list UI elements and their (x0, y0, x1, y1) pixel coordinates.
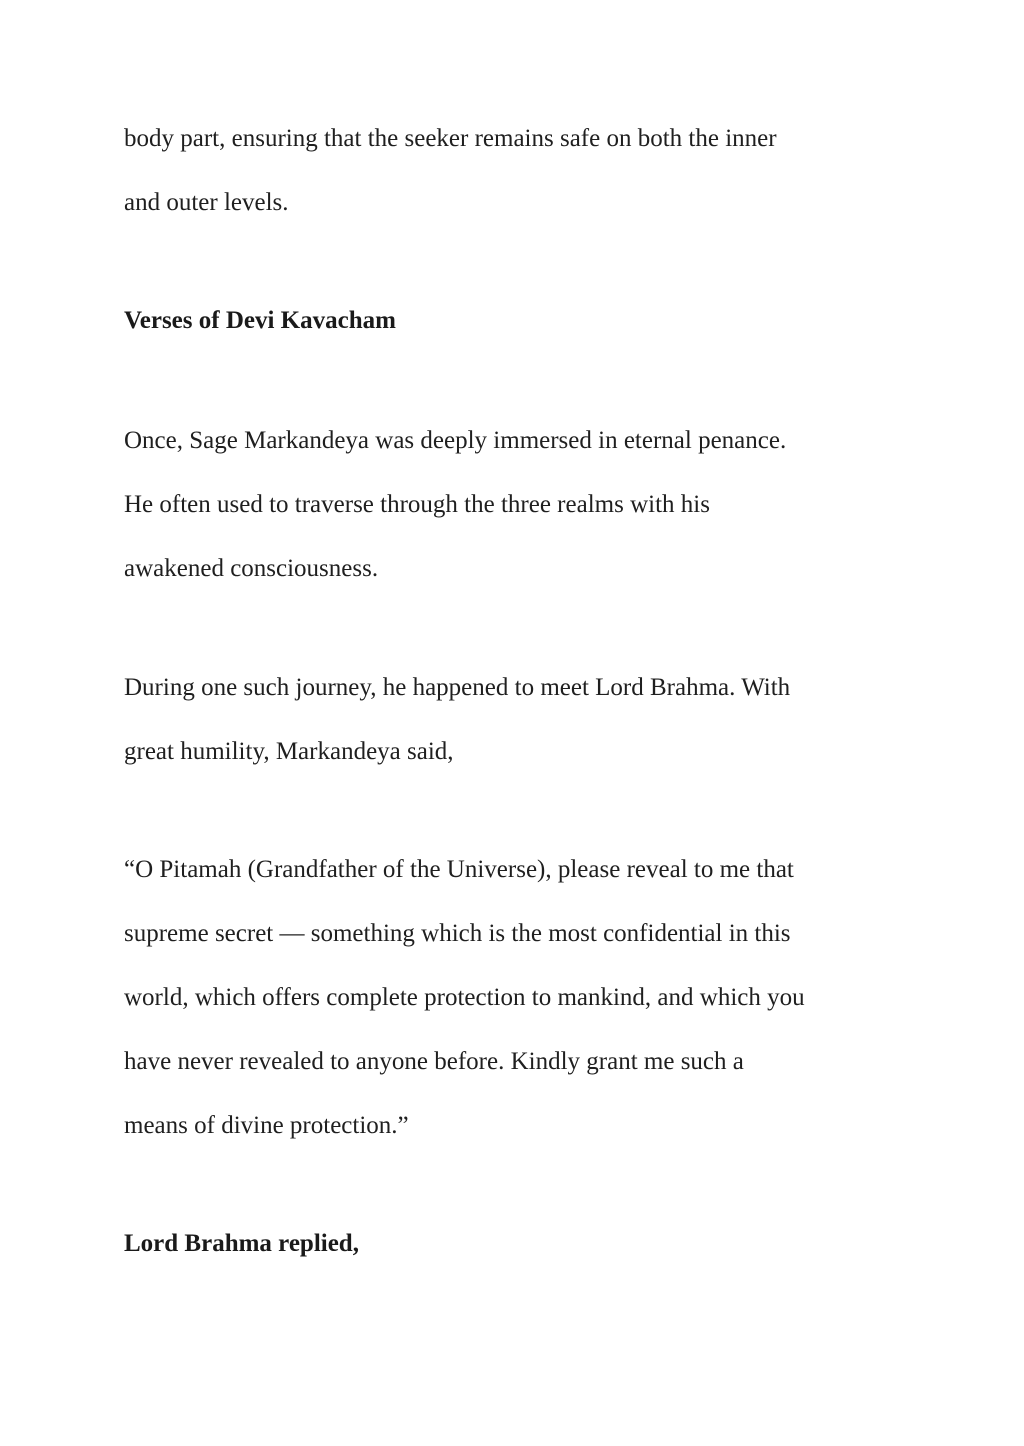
section-heading-reply: Lord Brahma replied, (124, 1230, 359, 1257)
paragraph-line: body part, ensuring that the seeker remains safe on both the inner (124, 125, 777, 152)
paragraph-line: and outer levels. (124, 189, 289, 216)
paragraph-line: He often used to traverse through the three realms with his (124, 491, 710, 518)
paragraph-line: Once, Sage Markandeya was deeply immersed in eternal penance. (124, 427, 787, 454)
paragraph-line: great humility, Markandeya said, (124, 738, 454, 765)
section-heading-verses: Verses of Devi Kavacham (124, 307, 396, 334)
paragraph-line: means of divine protection.” (124, 1112, 409, 1139)
paragraph-line: During one such journey, he happened to meet Lord Brahma. With (124, 674, 791, 701)
paragraph-line: awakened consciousness. (124, 555, 379, 582)
paragraph-line: have never revealed to anyone before. Kindly grant me such a (124, 1048, 744, 1075)
paragraph-line: world, which offers complete protection to mankind, and which you (124, 984, 805, 1011)
paragraph-line: supreme secret — something which is the most confidential in this (124, 920, 791, 947)
paragraph-line: “O Pitamah (Grandfather of the Universe), please reveal to me that (124, 856, 794, 883)
